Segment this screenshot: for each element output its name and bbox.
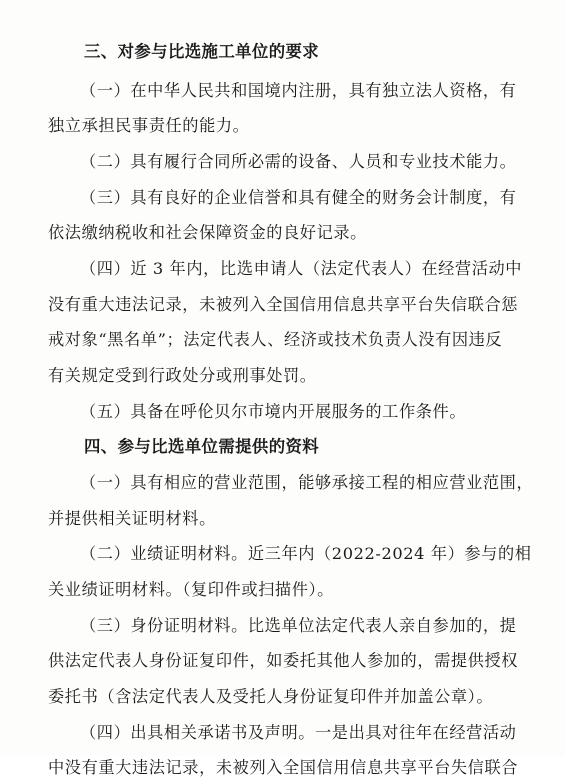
section-3-item-4-line-4: 有关规定受到行政处分或刑事处罚。	[48, 366, 317, 385]
section-4-item-3-line-3: 委托书（含法定代表人及受托人身份证复印件并加盖公章）。	[48, 687, 494, 706]
section-3-item-3-line-2: 依法缴纳税收和社会保障资金的良好记录。	[48, 223, 367, 242]
section-3-heading: 三、对参与比选施工单位的要求	[84, 42, 320, 61]
section-4-item-3-line-2: 供法定代表人身份证复印件，如委托其他人参加的，需提供授权	[48, 651, 519, 670]
section-4-item-4-line-1: （四）出具相关承诺书及声明。一是出具对往年在经营活动	[80, 723, 517, 742]
section-3-item-2-line-1: （二）具有履行合同所必需的设备、人员和专业技术能力。	[80, 152, 517, 171]
section-3-item-1-line-1: （一）在中华人民共和国境内注册，具有独立法人资格，有	[80, 81, 517, 100]
section-3-item-4-line-2: 没有重大违法记录，未被列入全国信用信息共享平台失信联合惩	[48, 295, 519, 314]
section-3-item-4-line-3: 戒对象“黑名单”；法定代表人、经济或技术负责人没有因违反	[48, 330, 503, 349]
section-3-item-5-line-1: （五）具备在呼伦贝尔市境内开展服务的工作条件。	[80, 402, 467, 421]
section-4-item-2-line-1: （二）业绩证明材料。近三年内（2022-2024 年）参与的相	[80, 544, 532, 563]
section-3-item-3-line-1: （三）具有良好的企业信誉和具有健全的财务会计制度，有	[80, 188, 517, 207]
section-4-item-2-line-2: 关业绩证明材料。（复印件或扫描件）。	[48, 580, 334, 599]
section-3-item-4-line-1: （四）近 3 年内，比选申请人（法定代表人）在经营活动中	[80, 259, 523, 278]
section-3-item-1-line-2: 独立承担民事责任的能力。	[48, 116, 250, 135]
section-4-item-1-line-1: （一）具有相应的营业范围，能够承接工程的相应营业范围，	[80, 473, 534, 492]
section-4-item-4-line-2: 中没有重大违法记录，未被列入全国信用信息共享平台失信联合	[48, 758, 519, 777]
section-4-item-1-line-2: 并提供相关证明材料。	[48, 509, 216, 528]
section-4-heading: 四、参与比选单位需提供的资料	[84, 437, 320, 456]
section-4-item-3-line-1: （三）身份证明材料。比选单位法定代表人亲自参加的，提	[80, 616, 517, 635]
